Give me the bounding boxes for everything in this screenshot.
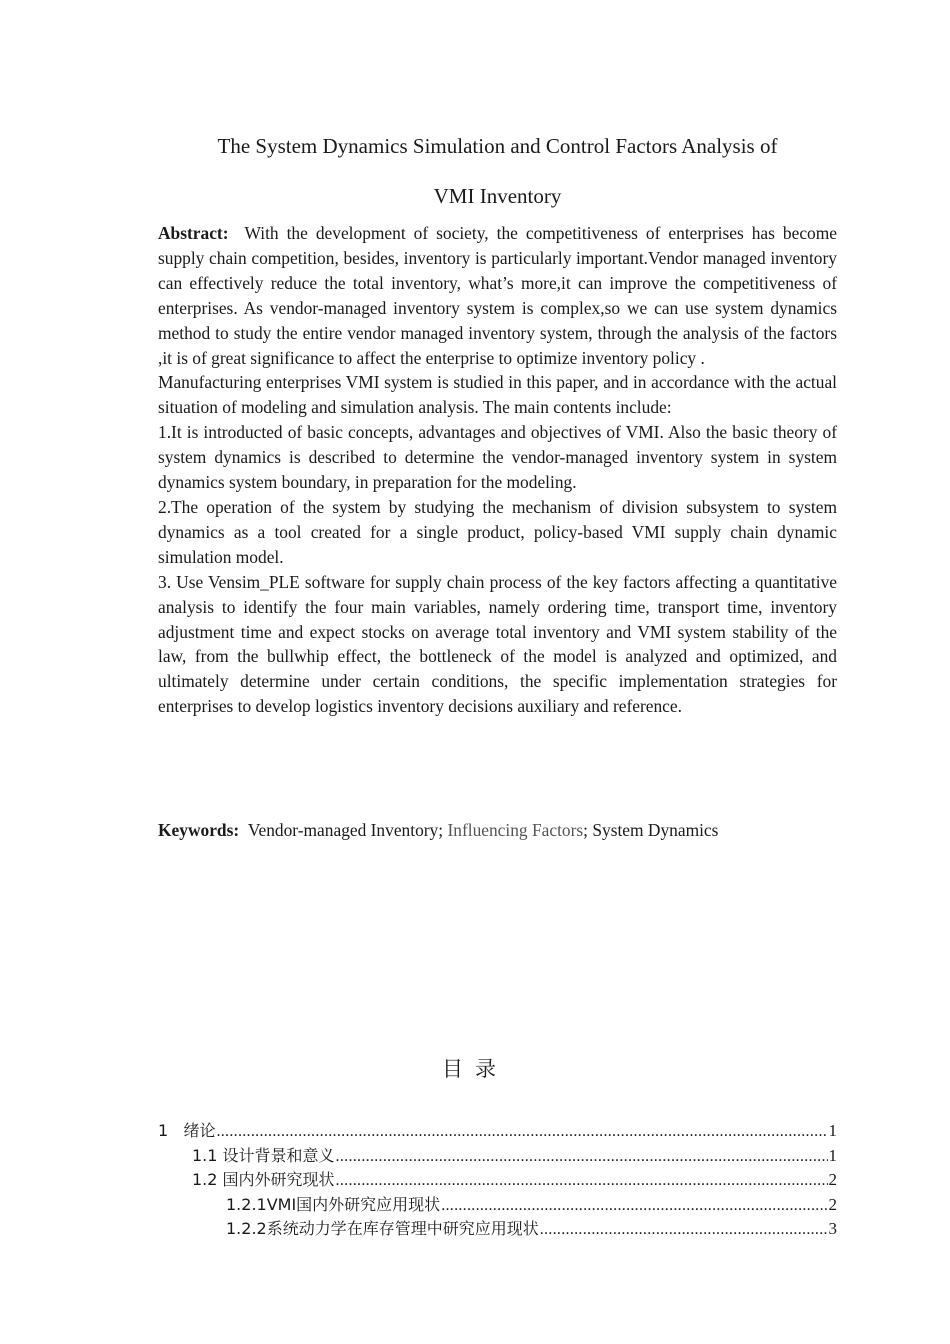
toc-entry-label: 1.2.2系统动力学在库存管理中研究应用现状 <box>226 1219 539 1239</box>
toc-leader-dots <box>540 1221 828 1239</box>
toc-entry-label: 1.1 设计背景和意义 <box>192 1145 335 1165</box>
keyword-2: Influencing Factors <box>447 820 584 840</box>
keyword-separator-2: ; <box>583 820 593 840</box>
toc-entry[interactable] <box>158 1216 837 1241</box>
keywords-line <box>158 818 837 843</box>
abstract-paragraph-2: Manufacturing enterprises VMI system is studied in this paper, and in accordance with the actual situation of modeling and simulation analysis. The main contents include: <box>158 372 837 418</box>
keyword-3: System Dynamics <box>592 820 719 840</box>
toc-entry-label: 1.2 国内外研究现状 <box>192 1170 335 1190</box>
toc-entry-page: 3 <box>828 1219 837 1239</box>
toc-entry-label: 1 绪论 <box>158 1121 216 1140</box>
toc-entry-page: 2 <box>828 1170 837 1190</box>
abstract-paragraph-3: 1.It is introducted of basic concepts, advantages and objectives of VMI. Also the basic theory of system dynamics is described to determine the vendor-managed inventory system in system dynamics system boundary, in preparation for the modeling. <box>158 422 837 493</box>
toc-entry-page: 1 <box>828 1121 837 1140</box>
toc-entry[interactable] <box>158 1118 837 1143</box>
abstract-paragraph-1 <box>158 221 837 370</box>
paper-title-line-1: The System Dynamics Simulation and Control Factors Analysis of <box>217 134 778 158</box>
toc-entry-page: 2 <box>828 1194 837 1214</box>
abstract-section <box>158 221 837 719</box>
abstract-paragraph-4: 2.The operation of the system by studying the mechanism of division subsystem to system dynamics as a tool created for a single product, policy-based VMI supply chain dynamic simulation model. <box>158 496 837 567</box>
keyword-1: Vendor-managed Inventory <box>247 820 439 840</box>
toc-leader-dots <box>336 1148 828 1166</box>
table-of-contents <box>158 1118 837 1241</box>
toc-entry[interactable] <box>158 1167 837 1192</box>
toc-entry-label: 1.2.1VMI国内外研究应用现状 <box>226 1194 441 1214</box>
toc-leader-dots <box>336 1172 828 1190</box>
abstract-text-1: With the development of society, the competitiveness of enterprises has become supply chain competition, besides, inventory is particularly important.Vendor managed inventory can effectively reduce the total inventory, what’s more,it can improve the competitiveness of enterprises. As vendor-managed inventory system is complex,so we can use system dynamics method to study the entire vendor managed inventory system, through the analysis of the factors ,it is of great significance to affect the enterprise to optimize inventory policy . <box>158 223 837 368</box>
toc-title: 目录 <box>442 1057 508 1081</box>
toc-leader-dots <box>216 1123 827 1141</box>
toc-leader-dots <box>441 1197 827 1215</box>
paper-title-line-2: VMI Inventory <box>433 184 562 208</box>
abstract-paragraph-5: 3. Use Vensim_PLE software for supply chain process of the key factors affecting a quantitative analysis to identify the four main variables, namely ordering time, transport time, inventory adjustment time and expect stocks on average total inventory and VMI system stability of the law, from the bullwhip effect, the bottleneck of the model is analyzed and optimized, and ultimately determine under certain conditions, the specific implementation strategies for enterprises to develop logistics inventory decisions auxiliary and reference. <box>158 571 837 717</box>
toc-entry-page: 1 <box>828 1145 837 1165</box>
toc-entry[interactable] <box>158 1143 837 1168</box>
keywords-label: Keywords: <box>158 820 240 840</box>
toc-entry[interactable] <box>158 1192 837 1217</box>
abstract-label: Abstract: <box>158 223 229 243</box>
keyword-separator-1: ; <box>438 820 448 840</box>
